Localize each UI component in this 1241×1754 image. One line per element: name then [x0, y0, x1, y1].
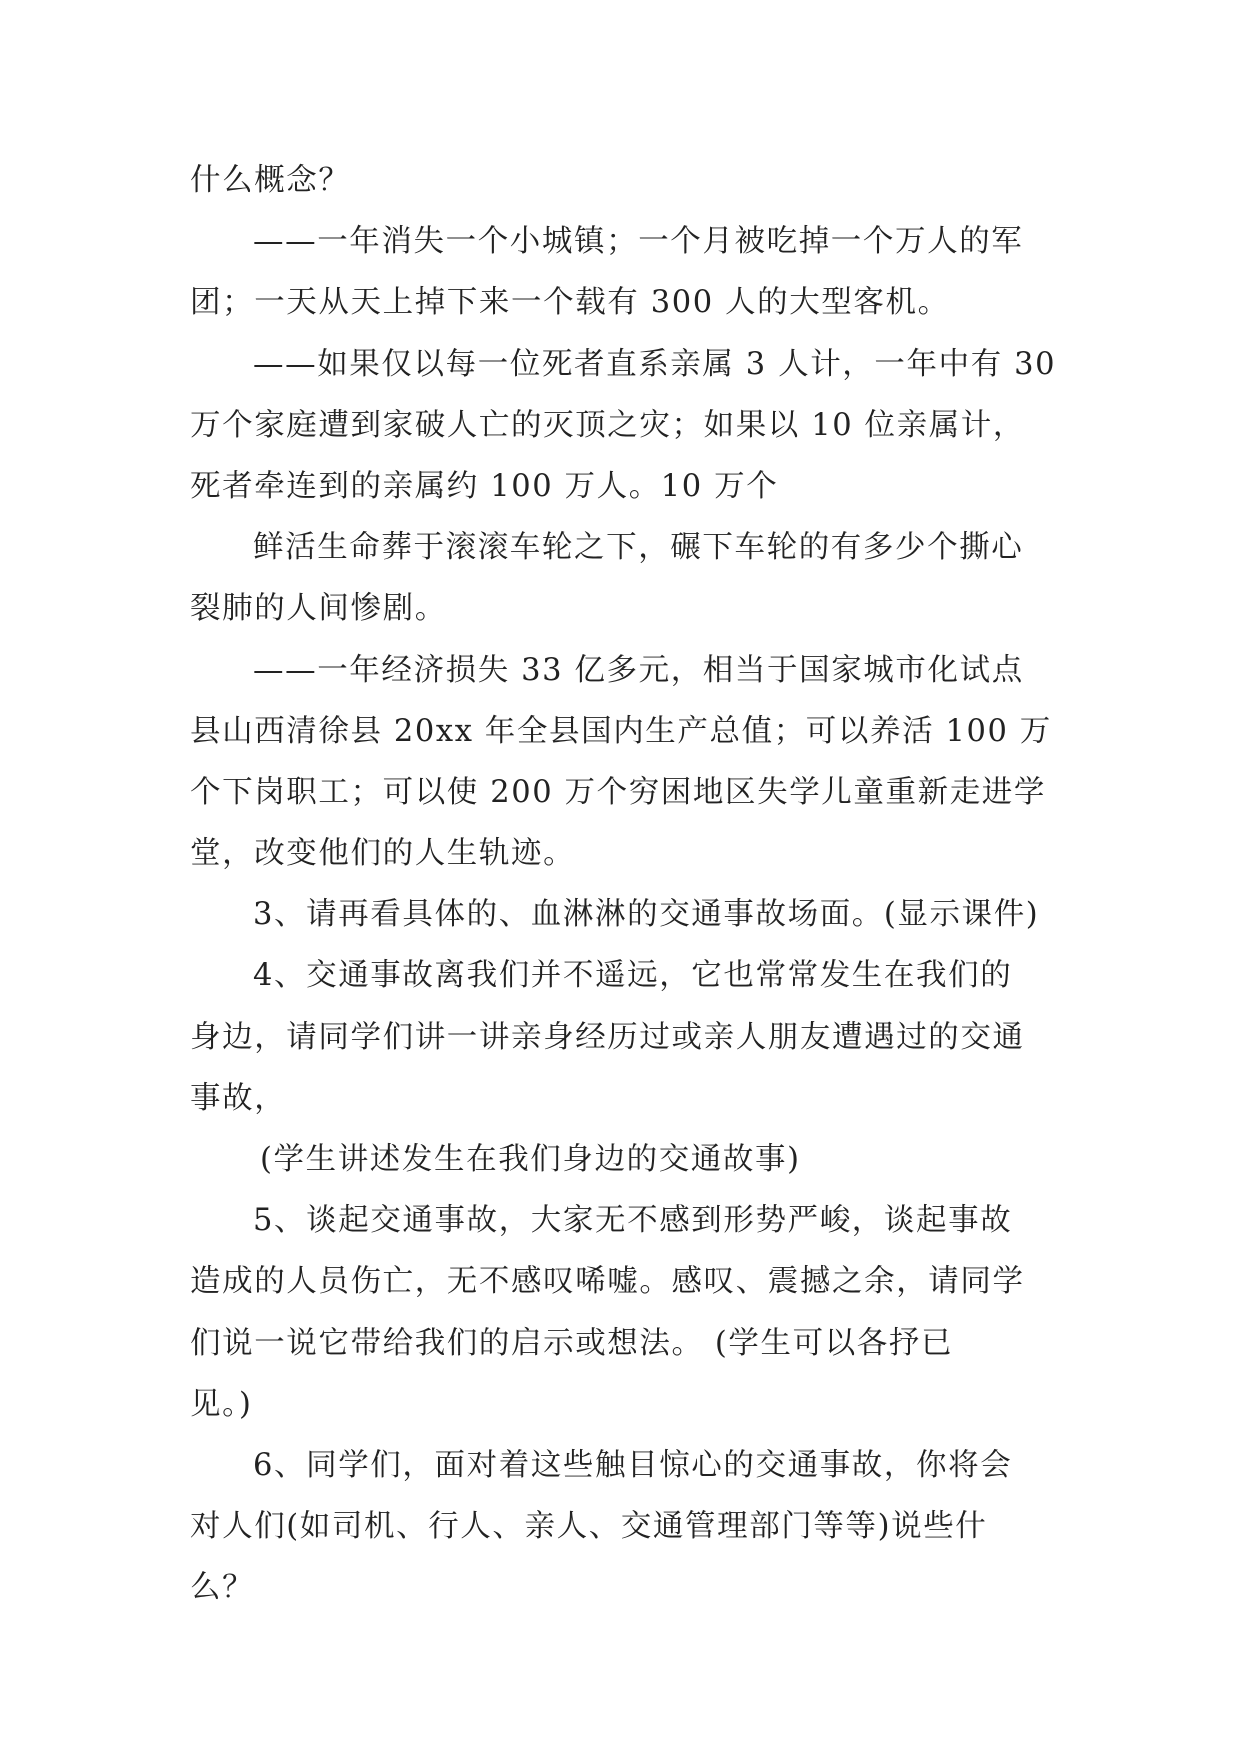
- text-line: 对人们(如司机、行人、亲人、交通管理部门等等)说些什: [190, 1509, 988, 1545]
- text-line: 县山西清徐县 20xx 年全县国内生产总值；可以养活 100 万: [190, 713, 1052, 749]
- text-line: 个下岗职工；可以使 200 万个穷困地区失学儿童重新走进学: [190, 774, 1047, 810]
- text-line: 万个家庭遭到家破人亡的灭顶之灾；如果以 10 位亲属计，: [190, 407, 1025, 443]
- text-line: 鲜活生命葬于滚滚车轮之下，碾下车轮的有多少个撕心: [253, 530, 1024, 566]
- text-line: 死者牵连到的亲属约 100 万人。10 万个: [190, 468, 779, 504]
- text-line: 造成的人员伤亡，无不感叹唏嘘。感叹、震撼之余，请同学: [190, 1264, 1025, 1300]
- text-line: 团；一天从天上掉下来一个载有 300 人的大型客机。: [190, 285, 950, 321]
- text-line: 6、同学们，面对着这些触目惊心的交通事故，你将会: [253, 1447, 1013, 1483]
- text-line: 见。): [190, 1386, 253, 1422]
- text-line: ——一年消失一个小城镇；一个月被吃掉一个万人的军: [253, 224, 1024, 260]
- text-line: 们说一说它带给我们的启示或想法。 (学生可以各抒已: [190, 1325, 954, 1361]
- text-line: (学生讲述发生在我们身边的交通故事): [260, 1142, 801, 1177]
- text-line: 3、请再看具体的、血淋淋的交通事故场面。(显示课件): [253, 897, 1040, 933]
- text-line: 什么概念？: [190, 163, 351, 198]
- text-line: 么？: [190, 1570, 255, 1606]
- text-line: 5、谈起交通事故，大家无不感到形势严峻，谈起事故: [253, 1203, 1013, 1239]
- text-line: ——一年经济损失 33 亿多元，相当于国家城市化试点: [253, 652, 1024, 688]
- text-line: 堂，改变他们的人生轨迹。: [190, 836, 576, 872]
- text-line: 身边，请同学们讲一讲亲身经历过或亲人朋友遭遇过的交通: [190, 1019, 1025, 1055]
- document-body: [190, 150, 1057, 1619]
- text-line: ——如果仅以每一位死者直系亲属 3 人计，一年中有 30: [253, 346, 1057, 382]
- text-line: 裂肺的人间惨剧。: [190, 591, 447, 627]
- text-line: 4、交通事故离我们并不遥远，它也常常发生在我们的: [253, 958, 1013, 994]
- text-line: 事故，: [190, 1080, 287, 1116]
